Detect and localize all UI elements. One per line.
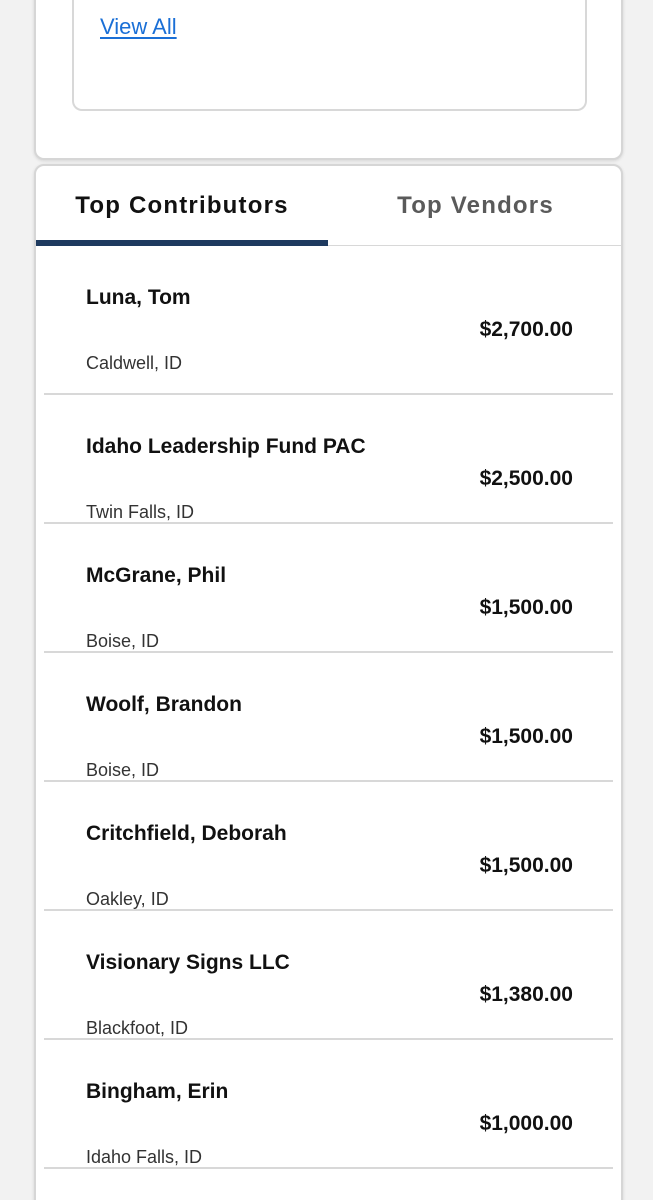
- list-item[interactable]: [44, 653, 613, 782]
- contribution-amount: $1,500.00: [479, 854, 573, 877]
- contributor-name: Idaho Leadership Fund PAC: [86, 435, 366, 458]
- contributor-name: Woolf, Brandon: [86, 693, 242, 716]
- contributor-location: Boise, ID: [86, 760, 160, 780]
- contribution-amount: $1,500.00: [479, 725, 573, 748]
- list-item[interactable]: [44, 524, 613, 653]
- contributor-location: Oakley, ID: [86, 889, 169, 909]
- contribution-amount: $1,000.00: [479, 1112, 573, 1135]
- list-item[interactable]: [44, 1040, 613, 1169]
- contributor-name: McGrane, Phil: [86, 564, 227, 587]
- contributor-list: [36, 246, 621, 1169]
- contribution-amount: $1,500.00: [479, 596, 573, 619]
- view-all-link[interactable]: View All: [100, 14, 177, 39]
- list-item[interactable]: [44, 782, 613, 911]
- contributor-name: Critchfield, Deborah: [86, 822, 287, 845]
- contributor-location: Boise, ID: [86, 631, 160, 651]
- contribution-amount: $2,500.00: [479, 467, 573, 490]
- contributor-location: Caldwell, ID: [86, 353, 183, 373]
- contribution-amount: $2,700.00: [479, 318, 573, 341]
- contributors-card: [34, 164, 623, 1200]
- contributor-location: Idaho Falls, ID: [86, 1147, 203, 1167]
- tab-bar: [36, 166, 621, 246]
- contribution-amount: $1,380.00: [479, 983, 573, 1006]
- summary-card: [34, 0, 623, 160]
- list-item[interactable]: [44, 246, 613, 395]
- list-item[interactable]: [44, 911, 613, 1040]
- contributor-location: Twin Falls, ID: [86, 502, 195, 522]
- contributor-name: Bingham, Erin: [86, 1080, 229, 1103]
- tab-top-vendors[interactable]: Top Vendors: [397, 192, 554, 219]
- contributor-location: Blackfoot, ID: [86, 1018, 189, 1038]
- contributor-name: Visionary Signs LLC: [86, 951, 290, 974]
- tab-top-contributors[interactable]: Top Contributors: [75, 192, 289, 219]
- contributor-name: Luna, Tom: [86, 286, 191, 309]
- list-item[interactable]: [44, 395, 613, 524]
